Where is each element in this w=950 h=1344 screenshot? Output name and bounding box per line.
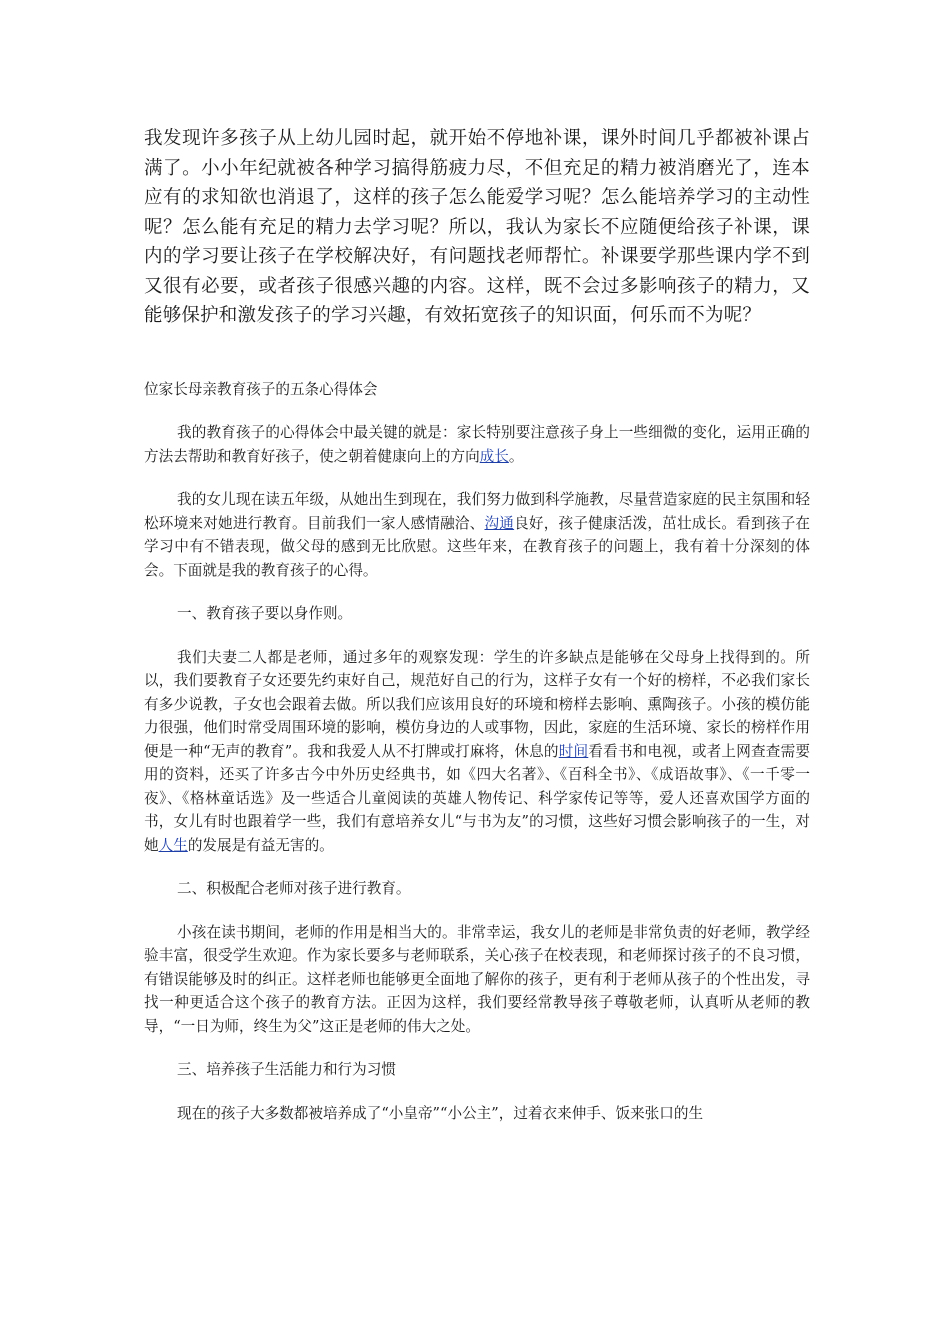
paragraph-2 bbox=[144, 488, 810, 582]
paragraph-1-text-b: 。 bbox=[508, 447, 524, 465]
link-growth[interactable]: 成长 bbox=[479, 447, 509, 465]
section-heading-1: 一、教育孩子要以身作则。 bbox=[177, 605, 353, 622]
paragraph-4: 小孩在读书期间，老师的作用是相当大的。非常幸运，我女儿的老师是非常负责的好老师，教学经验丰富，很受学生欢迎。作为家长要多与老师联系，关心孩子在校表现，和老师探讨孩子的不良习惯，有错误能够及时的纠正。这样老师也能够更全面地了解你的孩子，更有利于老师从孩子的个性出发，寻找一种更适合这个孩子的教育方法。正因为这样，我们要经常教导孩子尊敬老师，认真听从老师的教导，“一日为师，终生为父”这正是老师的伟大之处。 bbox=[144, 923, 810, 1035]
section-heading-3: 三、培养孩子生活能力和行为习惯 bbox=[177, 1061, 396, 1078]
link-time[interactable]: 时间 bbox=[558, 742, 589, 760]
link-life[interactable]: 人生 bbox=[158, 836, 188, 854]
intro-paragraph: 我发现许多孩子从上幼儿园时起，就开始不停地补课，课外时间几乎都被补课占满了。小小年纪就被各种学习搞得筋疲力尽，不但充足的精力被消磨光了，连本应有的求知欲也消退了，这样的孩子怎么能爱学习呢？怎么能培养学习的主动性呢？怎么能有充足的精力去学习呢？所以，我认为家长不应随便给孩子补课，课内的学习要让孩子在学校解决好，有问题找老师帮忙。补课要学那些课内学不到又很有必要，或者孩子很感兴趣的内容。这样，既不会过多影响孩子的精力，又能够保护和激发孩子的学习兴趣，有效拓宽孩子的知识面，何乐而不为呢？ bbox=[144, 128, 810, 326]
paragraph-3-text-b: 看看书和电视，或者上网查查需要用的资料，还买了许多古今中外历史经典书，如《四大名著》、《百科全书》、《成语故事》、《一千零一夜》、《格林童话选》及一些适合儿童阅读的英雄人物传记、科学家传记等等，爱人还喜欢国学方面的书，女儿有时也跟着学一些，我们有意培养女儿“与书为友”的习惯，这些好习惯会影响孩子的一生，对她 bbox=[144, 742, 810, 854]
article-title: 位家长母亲教育孩子的五条心得体会 bbox=[144, 380, 378, 398]
paragraph-5: 现在的孩子大多数都被培养成了“小皇帝”“小公主”，过着衣来伸手、饭来张口的生 bbox=[177, 1104, 704, 1122]
paragraph-2-text-b: 良好，孩子健康活泼，茁壮成长。看到孩子在学习中有不错表现，做父母的感到无比欣慰。这些年来，在教育孩子的问题上，我有着十分深刻的体会。下面就是我的教育孩子的心得。 bbox=[144, 514, 810, 579]
section-heading-2: 二、积极配合老师对孩子进行教育。 bbox=[177, 880, 411, 897]
paragraph-1-text-a: 我的教育孩子的心得体会中最关键的就是：家长特别要注意孩子身上一些细微的变化，运用正确的方法去帮助和教育好孩子，使之朝着健康向上的方向 bbox=[144, 424, 810, 465]
link-communication[interactable]: 沟通 bbox=[484, 514, 515, 532]
paragraph-3-text-c: 的发展是有益无害的。 bbox=[187, 836, 334, 854]
paragraph-2-text-a: 我的女儿现在读五年级，从她出生到现在，我们努力做到科学施教，尽量营造家庭的民主氛围和轻松环境来对她进行教育。目前我们一家人感情融洽、 bbox=[144, 491, 810, 532]
paragraph-1 bbox=[144, 421, 810, 468]
paragraph-3-text-a: 我们夫妻二人都是老师，通过多年的观察发现：学生的许多缺点是能够在父母身上找得到的。所以，我们要教育子女还要先约束好自己，规范好自己的行为，这样子女有一个好的榜样，不必我们家长有多少说教，子女也会跟着去做。所以我们应该用良好的环境和榜样去影响、熏陶孩子。小孩的模仿能力很强，他们时常受周围环境的影响，模仿身边的人或事物，因此，家庭的生活环境、家长的榜样作用便是一种“无声的教育”。我和我爱人从不打牌或打麻将，休息的 bbox=[144, 648, 810, 760]
paragraph-3 bbox=[144, 646, 810, 858]
document-body bbox=[144, 124, 810, 1125]
